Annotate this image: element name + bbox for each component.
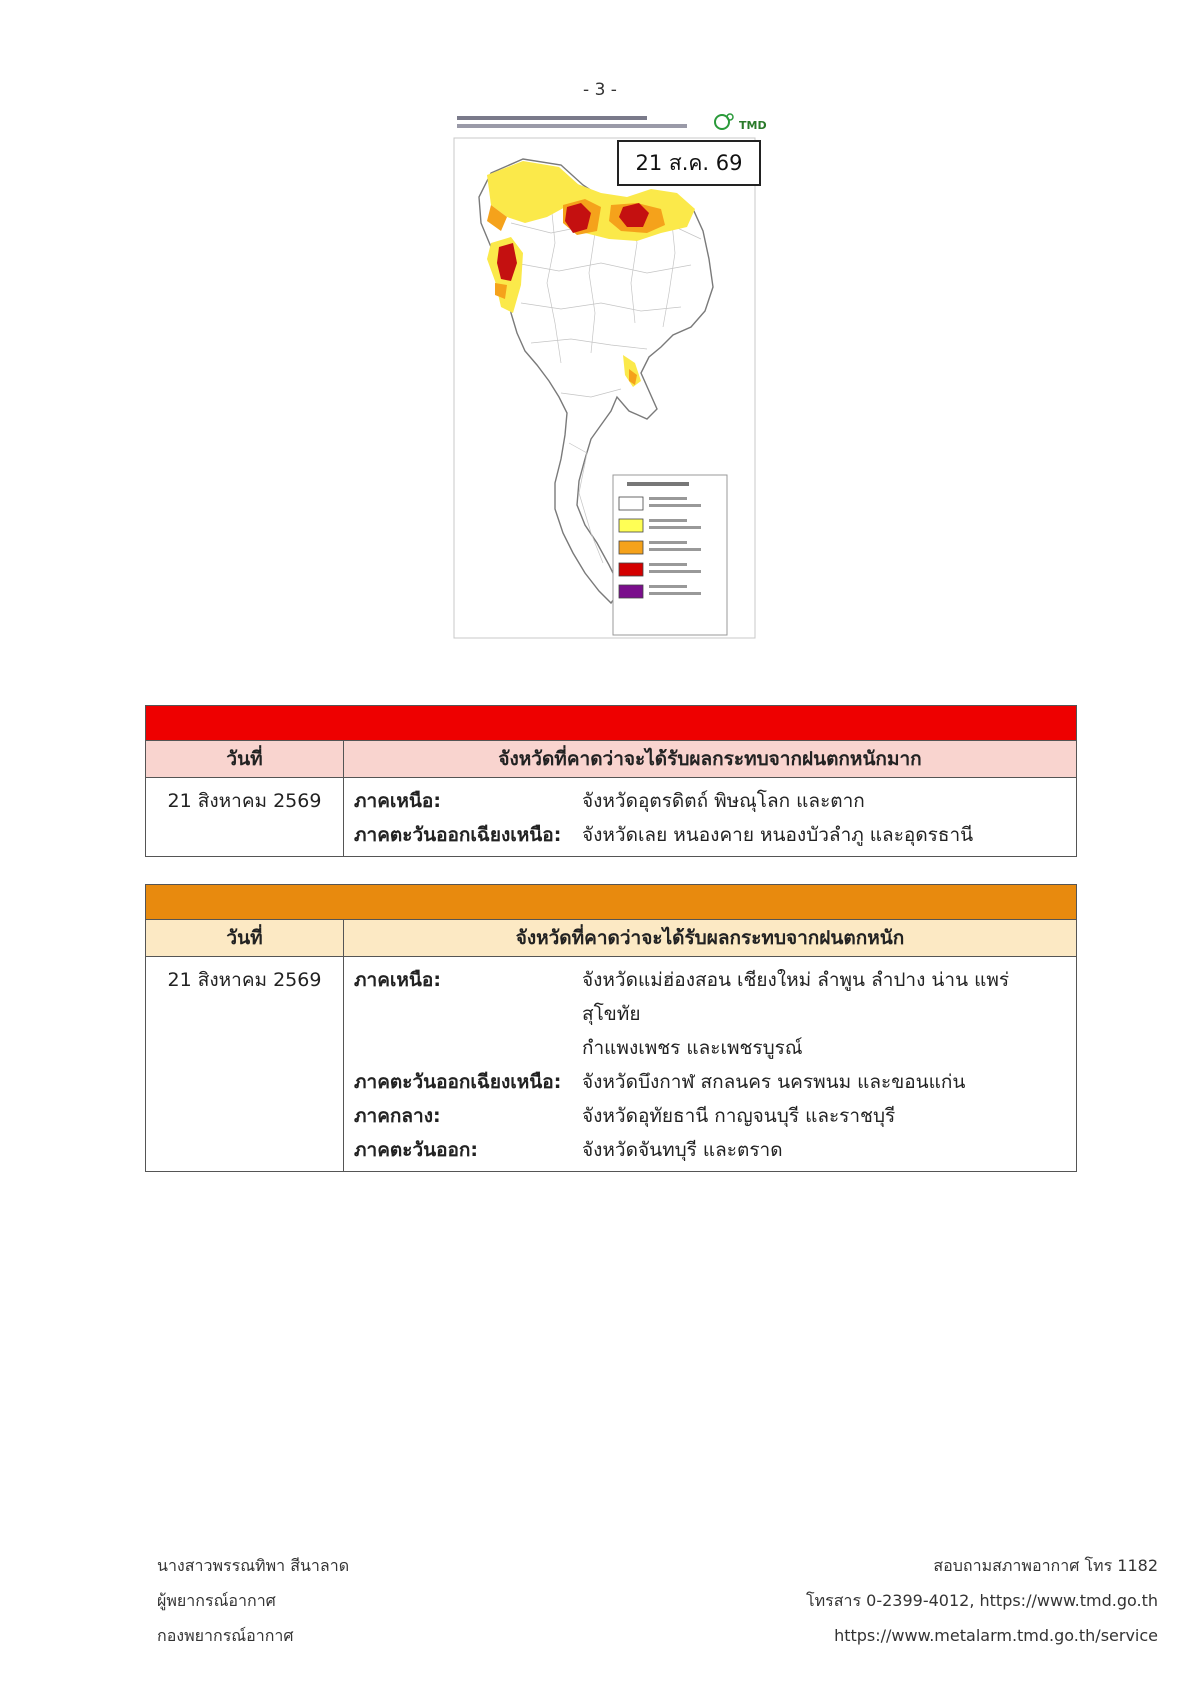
tmd-logo — [715, 114, 767, 132]
header-date: วันที่ — [146, 741, 344, 778]
region-row — [354, 1099, 1068, 1133]
forecaster-title: ผู้พยากรณ์อากาศ — [157, 1591, 276, 1610]
date-cell: 21 สิงหาคม 2569 — [146, 957, 344, 1172]
contact-fax-website: โทรสาร 0-2399-4012, https://www.tmd.go.th — [806, 1591, 1158, 1610]
header-provinces: จังหวัดที่คาดว่าจะได้รับผลกระทบจากฝนตกหนักมาก — [344, 741, 1077, 778]
heavy-rain-table — [145, 884, 1077, 1172]
region-row — [354, 963, 1068, 1065]
provinces-line: กำแพงเพชร และเพชรบูรณ์ — [582, 1037, 803, 1059]
forecaster-division: กองพยากรณ์อากาศ — [157, 1626, 294, 1645]
forecaster-name: นางสาวพรรณทิพา สีนาลาด — [157, 1556, 350, 1575]
warning-band-red — [146, 706, 1077, 741]
region-name: ภาคเหนือ: — [354, 969, 441, 991]
provinces-cell — [344, 778, 1077, 857]
region-name: ภาคกลาง: — [354, 1105, 441, 1127]
region-name: ภาคตะวันออกเฉียงเหนือ: — [354, 824, 562, 846]
map-date-label: 21 ส.ค. 69 — [617, 140, 761, 186]
region-provinces: จังหวัดบึงกาฬ สกลนคร นครพนม และขอนแก่น — [582, 1071, 966, 1093]
map-header-text — [457, 116, 687, 128]
very-heavy-rain-table — [145, 705, 1077, 857]
page-number: - 3 - — [583, 80, 617, 100]
region-row — [354, 818, 1068, 852]
region-row — [354, 1065, 1068, 1099]
footer-contact — [806, 1548, 1158, 1653]
region-provinces: จังหวัดอุตรดิตถ์ พิษณุโลก และตาก — [582, 790, 865, 812]
region-name: ภาคตะวันออก: — [354, 1139, 479, 1161]
contact-phone: สอบถามสภาพอากาศ โทร 1182 — [933, 1556, 1158, 1575]
region-name: ภาคเหนือ: — [354, 790, 441, 812]
contact-service-url: https://www.metalarm.tmd.go.th/service — [834, 1626, 1158, 1645]
region-provinces: จังหวัดเลย หนองคาย หนองบัวลำภู และอุดรธานี — [582, 824, 974, 846]
region-name: ภาคตะวันออกเฉียงเหนือ: — [354, 1071, 562, 1093]
warning-band-orange — [146, 885, 1077, 920]
footer-forecaster — [157, 1548, 349, 1653]
provinces-cell — [344, 957, 1077, 1172]
region-row — [354, 784, 1068, 818]
region-provinces: จังหวัดจันทบุรี และตราด — [582, 1139, 783, 1161]
region-provinces — [582, 963, 1068, 1065]
header-date: วันที่ — [146, 920, 344, 957]
region-row — [354, 1133, 1068, 1167]
provinces-line: จังหวัดแม่ฮ่องสอน เชียงใหม่ ลำพูน ลำปาง น่าน แพร่ สุโขทัย — [582, 969, 1010, 1025]
header-provinces: จังหวัดที่คาดว่าจะได้รับผลกระทบจากฝนตกหนัก — [344, 920, 1077, 957]
tmd-logo-text: TMD — [739, 119, 767, 132]
rainfall-forecast-map — [451, 113, 769, 643]
rainfall-legend — [613, 475, 727, 635]
region-provinces: จังหวัดอุทัยธานี กาญจนบุรี และราชบุรี — [582, 1105, 896, 1127]
date-cell: 21 สิงหาคม 2569 — [146, 778, 344, 857]
